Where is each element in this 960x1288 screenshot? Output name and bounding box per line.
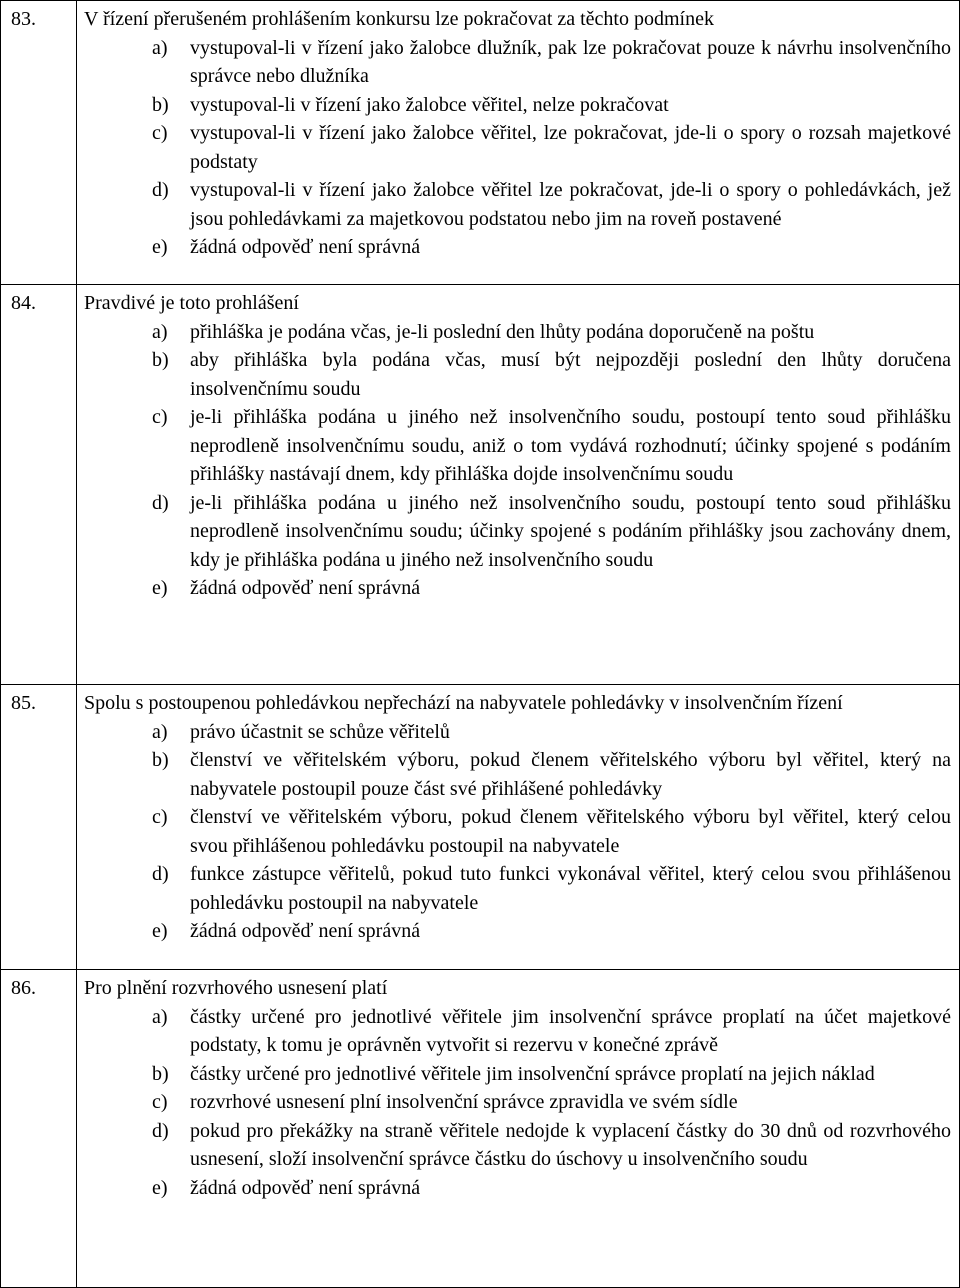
option-b xyxy=(84,746,951,803)
option-d xyxy=(84,1117,951,1174)
option-text: je-li přihláška podána u jiného než insolvenčního soudu, postoupí tento soud přihlášku neprodleně insolvenčnímu soudu; účinky spojené s podáním přihlášky jsou zachovány dnem, kdy je přihláška podána u jiného než insolvenčního soudu xyxy=(190,491,951,571)
option-c xyxy=(84,1088,951,1117)
question-stem: Pravdivé je toto prohlášení xyxy=(84,292,299,314)
option-letter: e) xyxy=(152,236,168,258)
option-d xyxy=(84,489,951,575)
option-b xyxy=(84,1060,951,1089)
option-c xyxy=(84,803,951,860)
option-letter: c) xyxy=(152,406,168,428)
option-a xyxy=(84,718,951,747)
option-e xyxy=(84,1174,951,1203)
question-85 xyxy=(1,685,959,970)
question-number: 84. xyxy=(11,292,36,314)
option-text: žádná odpověď není správná xyxy=(190,1176,421,1199)
option-text: aby přihláška byla podána včas, musí být nejpozději poslední den lhůty doručena insolvenčnímu soudu xyxy=(190,349,951,400)
option-letter: d) xyxy=(152,1119,169,1142)
option-letter: e) xyxy=(152,920,168,942)
option-text: žádná odpověď není správná xyxy=(190,920,421,942)
question-body xyxy=(84,689,951,946)
option-letter: d) xyxy=(152,179,169,201)
option-letter: b) xyxy=(152,93,169,116)
options-list xyxy=(84,34,951,262)
option-letter: a) xyxy=(152,320,168,343)
option-text: rozvrhové usnesení plní insolvenční správce zpravidla ve svém sídle xyxy=(190,1091,738,1113)
option-a xyxy=(84,34,951,91)
option-text: žádná odpověď není správná xyxy=(190,577,421,599)
question-84 xyxy=(1,285,959,685)
option-letter: d) xyxy=(152,491,169,514)
option-d xyxy=(84,176,951,233)
options-list xyxy=(84,1003,951,1203)
question-body xyxy=(84,289,951,603)
options-list xyxy=(84,718,951,946)
option-letter: a) xyxy=(152,720,168,743)
option-e xyxy=(84,574,951,603)
option-text: vystupoval-li v řízení jako žalobce věřitel, lze pokračovat, jde-li o spory o rozsah majetkové podstaty xyxy=(190,122,951,173)
option-letter: a) xyxy=(152,1005,168,1028)
option-letter: b) xyxy=(152,1062,169,1085)
option-letter: b) xyxy=(152,749,169,771)
option-letter: e) xyxy=(152,1176,168,1199)
option-a xyxy=(84,318,951,347)
option-text: vystupoval-li v řízení jako žalobce věřitel, nelze pokračovat xyxy=(190,93,669,116)
question-86 xyxy=(1,970,959,1288)
option-text: žádná odpověď není správná xyxy=(190,236,421,258)
option-d xyxy=(84,860,951,917)
option-text: částky určené pro jednotlivé věřitele jim insolvenční správce proplatí na účet majetkové podstaty, k tomu je oprávněn vytvořit si rezervu v konečné zprávě xyxy=(190,1005,951,1056)
question-number: 83. xyxy=(11,8,36,30)
option-b xyxy=(84,91,951,120)
question-body xyxy=(84,5,951,262)
option-text: členství ve věřitelském výboru, pokud členem věřitelského výboru byl věřitel, který na nabyvatele postoupil pouze část své přihlášené pohledávky xyxy=(190,749,951,800)
option-b xyxy=(84,346,951,403)
question-number: 86. xyxy=(11,977,36,999)
question-stem: Spolu s postoupenou pohledávkou nepřechází na nabyvatele pohledávky v insolvenčním řízení xyxy=(84,692,843,714)
options-list xyxy=(84,318,951,603)
question-83 xyxy=(1,1,959,285)
option-text: právo účastnit se schůze věřitelů xyxy=(190,720,450,743)
option-text: členství ve věřitelském výboru, pokud členem věřitelského výboru byl věřitel, který celou svou přihlášenou pohledávku postoupil na nabyvatele xyxy=(190,806,951,857)
option-letter: a) xyxy=(152,36,168,59)
question-number: 85. xyxy=(11,692,36,714)
option-a xyxy=(84,1003,951,1060)
question-stem: Pro plnění rozvrhového usnesení platí xyxy=(84,977,388,999)
option-text: pokud pro překážky na straně věřitele nedojde k vyplacení částky do 30 dnů od rozvrhového usnesení, složí insolvenční správce částku do úschovy u insolvenčního soudu xyxy=(190,1119,951,1170)
option-text: vystupoval-li v řízení jako žalobce dlužník, pak lze pokračovat pouze k návrhu insolvenčního správce nebo dlužníka xyxy=(190,36,951,87)
option-text: je-li přihláška podána u jiného než insolvenčního soudu, postoupí tento soud přihlášku neprodleně insolvenčnímu soudu, aniž o tom vydává rozhodnutí; účinky spojené s podáním přihlášky nastávají dnem, kdy přihláška dojde insolvenčnímu soudu xyxy=(190,406,951,485)
option-c xyxy=(84,403,951,489)
option-text: vystupoval-li v řízení jako žalobce věřitel lze pokračovat, jde-li o spory o pohledávkách, jež jsou pohledávkami za majetkovou podstatou nebo jim na roveň postavené xyxy=(190,179,951,230)
option-letter: c) xyxy=(152,1091,168,1113)
question-stem: V řízení přerušeném prohlášením konkursu lze pokračovat za těchto podmínek xyxy=(84,8,714,30)
option-text: funkce zástupce věřitelů, pokud tuto funkci vykonával věřitel, který celou svou přihlášenou pohledávku postoupil na nabyvatele xyxy=(190,863,951,914)
option-letter: d) xyxy=(152,863,169,885)
option-letter: c) xyxy=(152,806,168,828)
option-letter: e) xyxy=(152,577,168,599)
question-body xyxy=(84,974,951,1202)
option-text: částky určené pro jednotlivé věřitele jim insolvenční správce proplatí na jejich náklad xyxy=(190,1062,875,1085)
option-e xyxy=(84,917,951,946)
option-text: přihláška je podána včas, je-li poslední den lhůty podána doporučeně na poštu xyxy=(190,320,815,343)
option-letter: b) xyxy=(152,349,169,371)
option-e xyxy=(84,233,951,262)
option-c xyxy=(84,119,951,176)
option-letter: c) xyxy=(152,122,168,144)
